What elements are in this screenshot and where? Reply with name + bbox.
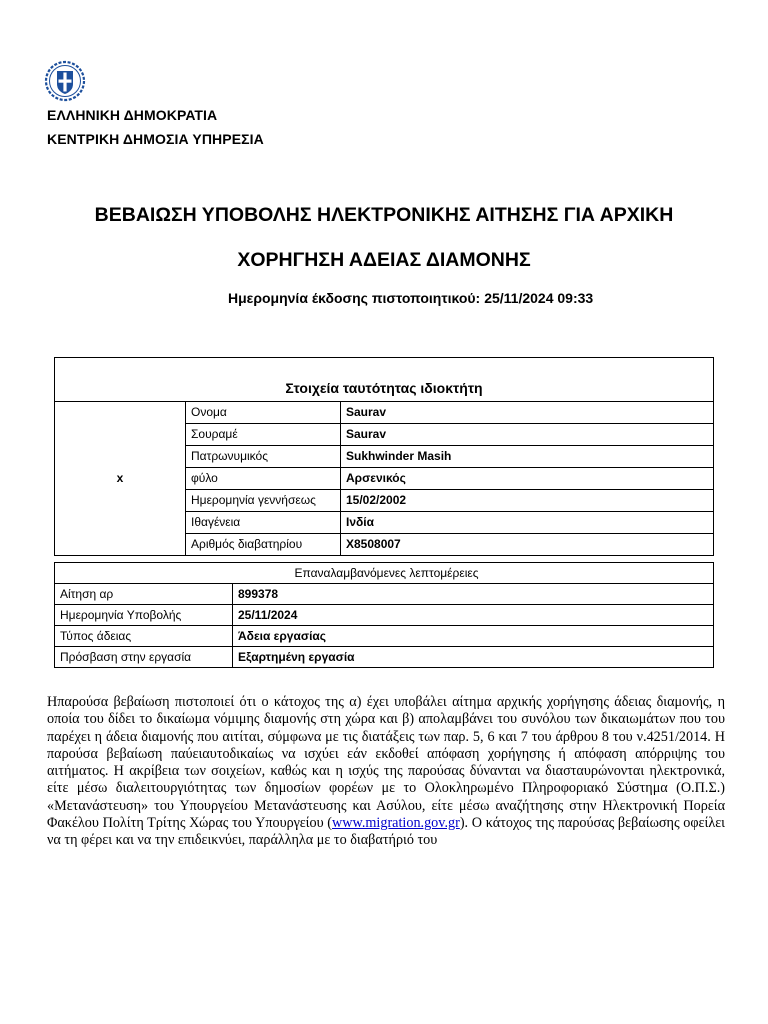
table-row (55, 563, 714, 584)
field-value: 15/02/2002 (341, 490, 714, 512)
field-value: Αρσενικός (341, 468, 714, 490)
application-details-table (54, 562, 714, 668)
field-value: Ινδία (341, 512, 714, 534)
owner-section-title: Στοιχεία ταυτότητας ιδιοκτήτη (285, 380, 483, 396)
greek-emblem-icon (44, 60, 86, 102)
field-label: Σουραμέ (186, 424, 341, 446)
paragraph-text-end: ). Ο κάτοχος της παρούσας βεβαίωσης οφείλει να τη φέρει και να την επιδεικνύει, παράλληλα με το διαβατήριό του (47, 815, 725, 849)
field-value: 899378 (233, 584, 714, 605)
field-value: Sukhwinder Masih (341, 446, 714, 468)
issue-date-value: 25/11/2024 09:33 (484, 290, 594, 306)
country-name: ΕΛΛΗΝΙΚΗ ΔΗΜΟΚΡΑΤΙΑ (47, 107, 218, 123)
table-row (55, 647, 714, 668)
field-label: Πατρωνυμικός (186, 446, 341, 468)
service-name: ΚΕΝΤΡΙΚΗ ΔΗΜΟΣΙΑ ΥΠΗΡΕΣΙΑ (47, 131, 264, 147)
certification-paragraph (47, 694, 725, 850)
details-section-title: Επαναλαμβανόμενες λεπτομέρειες (55, 563, 714, 584)
field-label: Αίτηση αρ (55, 584, 233, 605)
field-value: Saurav (341, 402, 714, 424)
table-row (55, 605, 714, 626)
migration-website-link[interactable]: www.migration.gov.gr (332, 815, 460, 832)
table-row (55, 626, 714, 647)
field-value: Άδεια εργασίας (233, 626, 714, 647)
field-value: Saurav (341, 424, 714, 446)
table-row (55, 584, 714, 605)
document-title-line-2: ΧΟΡΗΓΗΣΗ ΑΔΕΙΑΣ ΔΙΑΜΟΝΗΣ (237, 249, 531, 271)
field-label: Ημερομηνία γεννήσεως (186, 490, 341, 512)
owner-identity-table (54, 401, 714, 556)
field-label: Ονομα (186, 402, 341, 424)
issue-date (228, 290, 593, 306)
field-label: Πρόσβαση στην εργασία (55, 647, 233, 668)
field-value: X8508007 (341, 534, 714, 556)
field-label: Ημερομηνία Υποβολής (55, 605, 233, 626)
field-label: φύλο (186, 468, 341, 490)
document-title-line-1: ΒΕΒΑΙΩΣΗ ΥΠΟΒΟΛΗΣ ΗΛΕΚΤΡΟΝΙΚΗΣ ΑΙΤΗΣΗΣ ΓΙΑ ΑΡΧΙΚΗ (94, 204, 674, 226)
field-label: Τύπος άδειας (55, 626, 233, 647)
field-label: Αριθμός διαβατηρίου (186, 534, 341, 556)
owner-section-header (54, 357, 714, 402)
table-row (55, 402, 714, 424)
issue-date-label: Ημερομηνία έκδοσης πιστοποιητικού: (228, 290, 481, 306)
field-value: 25/11/2024 (233, 605, 714, 626)
field-label: Ιθαγένεια (186, 512, 341, 534)
field-value: Εξαρτημένη εργασία (233, 647, 714, 668)
photo-placeholder: x (55, 402, 186, 556)
paragraph-text: Ηπαρούσα βεβαίωση πιστοποιεί ότι ο κάτοχος της α) έχει υποβάλει αίτημα αρχικής χορήγησης άδειας διαμονής, η οποία του δίδει το δικαίωμα νόμιμης διαμονής στη χώρα και β) απολαμβάνει του συνόλου των δικαιωμάτων που του παρέχει η άδεια διαμονής που αιτίται, σύμφωνα με τις διατάξεις των παρ. 5, 6 και 7 του άρθρου 8 του ν.4251/2014. Η παρούσα βεβαίωση παύειαυτοδικαίως να ισχύει εάν εκδοθεί απόφαση χορήγησης ή απόφαση απόρριψης του αιτήματος. Η ακρίβεια των σοιχείων, καθώς και η ισχύς της παρούσας δύνανται να διασταυρώνονται ηλεκτρονικά, είτε μέσω διαλειτουργιότητας των δημοσίων φορέων με το Ολοκληρωμένο Πληροφοριακό Σύστημα (Ο.Π.Σ.) «Μετανάστευση» του Υπουργείου Μετανάστευσης και Ασύλου, είτε μέσω αναζήτησης στην Ηλεκτρονική Πορεία Φακέλου Πολίτη Τρίτης Χώρας του Υπουργείου ( (47, 694, 725, 832)
